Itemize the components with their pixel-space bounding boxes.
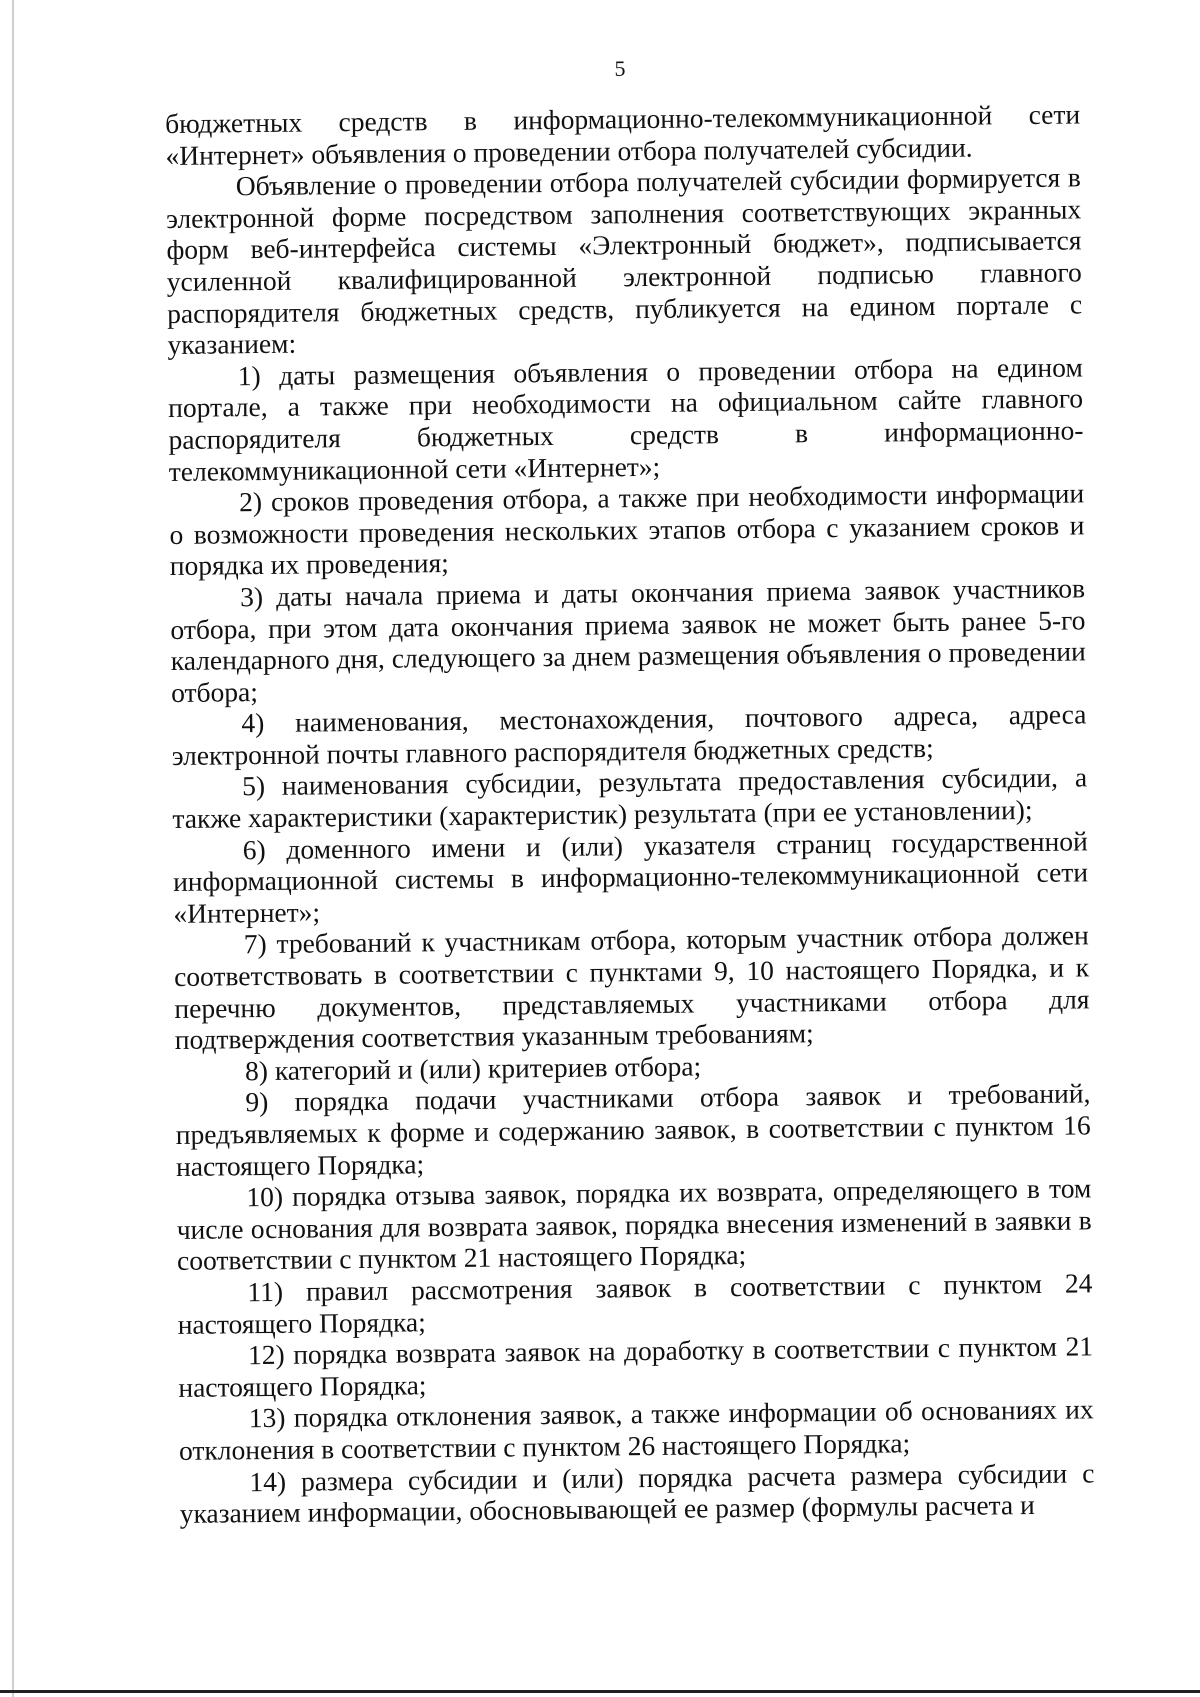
list-item: 3) даты начала приема и даты окончания приема заявок участников отбора, при этом дата окончания приема заявок не может быть ранее 5-го календарного дня, следующего за днем размещения объявления о проведении отбора; xyxy=(170,572,1086,708)
list-item: 14) размера субсидии и (или) порядка расчета размера субсидии с указанием информации, обосновывающей ее размер (формулы расчета и xyxy=(179,1456,1095,1530)
page-number: 5 xyxy=(614,56,626,81)
list-item: 4) наименования, местонахождения, почтового адреса, адреса электронной почты главного распорядителя бюджетных средств; xyxy=(171,698,1087,771)
list-item: 2) сроков проведения отбора, а также при необходимости информации о возможности проведения нескольких этапов отбора с указанием сроков и порядка их проведения; xyxy=(169,477,1085,582)
list-item: 8) категорий и (или) критериев отбора; xyxy=(244,1050,702,1087)
list-item: 11) правил рассмотрения заявок в соответствии с пунктом 24 настоящего Порядка; xyxy=(177,1267,1093,1340)
list-item: 5) наименования субсидии, результата предоставления субсидии, а также характеристики (характеристик) результата (при ее установлении); xyxy=(172,761,1088,835)
document-body xyxy=(165,98,1095,1529)
list-item: 10) порядка отзыва заявок, порядка их возврата, определяющего в том числе основания для возврата заявок, порядка внесения изменений в заявки в соответствии с пунктом 21 настоящего Порядка; xyxy=(176,1172,1092,1277)
scan-edge-bottom xyxy=(0,1690,1200,1693)
list-item: 12) порядка возврата заявок на доработку в соответствии с пунктом 21 настоящего Порядка; xyxy=(178,1330,1094,1403)
list-item: 7) требований к участникам отбора, которым участник отбора должен соответствовать в соответствии с пунктами 9, 10 настоящего Порядка, и к перечню документов, представляемых участниками отбора для подтверждения соответствия указанным требованиям; xyxy=(173,919,1090,1056)
list-item: 6) доменного имени и (или) указателя страниц государственной информационной системы в информационно-телекоммуникационной сети «Интернет»; xyxy=(172,825,1089,929)
list-item: 13) порядка отклонения заявок, а также информации об основаниях их отклонения в соответствии с пунктом 26 настоящего Порядка; xyxy=(178,1393,1094,1466)
paragraph-continuation: бюджетных средств в информационно-телекоммуникационной сети «Интернет» объявления о проведении отбора получателей субсидии. xyxy=(165,98,1081,171)
list-item: 1) даты размещения объявления о проведении отбора на едином портале, а также при необходимости на официальном сайте главного распорядителя бюджетных средств в информационно-телекоммуникационной сети «Интернет»; xyxy=(167,351,1084,487)
list-item: 9) порядка подачи участниками отбора заявок и требований, предъявляемых к форме и содержанию заявок, в соответствии с пунктом 16 настоящего Порядка; xyxy=(175,1077,1091,1182)
scan-edge-left xyxy=(12,0,14,1697)
paragraph-announcement: Объявление о проведении отбора получателей субсидии формируется в электронной форме посредством заполнения соответствующих экранных форм веб-интерфейса системы «Электронный бюджет», подписывается усиленной квалифицированной электронной подписью главного распорядителя бюджетных средств, публикуется на едином портале с указанием: xyxy=(165,161,1083,361)
